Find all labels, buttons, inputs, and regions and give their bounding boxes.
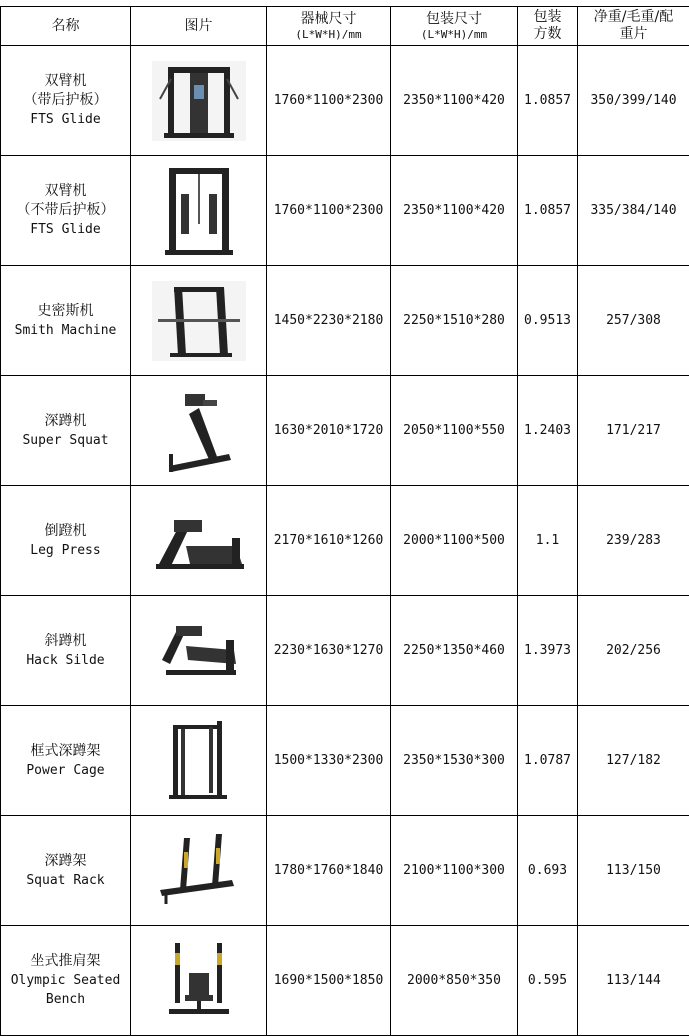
equipment-image-cell — [131, 376, 267, 486]
machine-size-cell: 1450*2230*2180 — [267, 266, 391, 376]
header-image: 图片 — [131, 7, 267, 46]
name-en: Power Cage — [1, 761, 130, 780]
header-package-size: 包装尺寸 (L*W*H)/mm — [391, 7, 518, 46]
name-en: Smith Machine — [1, 321, 130, 340]
equipment-image-cell — [131, 266, 267, 376]
machine-size-cell: 1760*1100*2300 — [267, 46, 391, 156]
header-name: 名称 — [1, 7, 131, 46]
package-size-cell: 2000*1100*500 — [391, 486, 518, 596]
equipment-name-cell — [1, 706, 131, 816]
machine-size-cell: 1760*1100*2300 — [267, 156, 391, 266]
name-en: Squat Rack — [1, 871, 130, 890]
name-zh: 史密斯机 — [1, 302, 130, 321]
dual-arm-cable-machine-icon — [131, 59, 266, 143]
table-row — [1, 596, 689, 706]
name-zh: （带后护板） — [1, 91, 130, 110]
equipment-name-cell — [1, 46, 131, 156]
name-en: Leg Press — [1, 541, 130, 560]
package-volume-cell: 0.595 — [518, 926, 578, 1036]
table-row — [1, 376, 689, 486]
weight-cell: 113/150 — [578, 816, 689, 926]
package-size-cell: 2250*1350*460 — [391, 596, 518, 706]
weight-cell: 202/256 — [578, 596, 689, 706]
name-en: Bench — [1, 990, 130, 1009]
equipment-image-cell — [131, 156, 267, 266]
weight-cell: 127/182 — [578, 706, 689, 816]
name-zh: 双臂机 — [1, 182, 130, 201]
equipment-name-cell — [1, 816, 131, 926]
equipment-image-cell — [131, 926, 267, 1036]
table-row — [1, 486, 689, 596]
name-zh: 双臂机 — [1, 72, 130, 91]
table-row — [1, 156, 689, 266]
weight-cell: 239/283 — [578, 486, 689, 596]
package-size-cell: 2100*1100*300 — [391, 816, 518, 926]
package-volume-cell: 1.0787 — [518, 706, 578, 816]
package-volume-cell: 1.0857 — [518, 46, 578, 156]
table-row — [1, 46, 689, 156]
package-volume-cell: 1.0857 — [518, 156, 578, 266]
equipment-name-cell — [1, 926, 131, 1036]
name-en: Hack Silde — [1, 651, 130, 670]
hack-slide-icon — [131, 620, 266, 682]
equipment-image-cell — [131, 46, 267, 156]
package-size-cell: 2350*1530*300 — [391, 706, 518, 816]
name-en: Olympic Seated — [1, 971, 130, 990]
name-zh: （不带后护板） — [1, 201, 130, 220]
name-zh: 深蹲机 — [1, 412, 130, 431]
equipment-name-cell — [1, 596, 131, 706]
super-squat-icon — [131, 384, 266, 478]
machine-size-cell: 2170*1610*1260 — [267, 486, 391, 596]
table-row — [1, 266, 689, 376]
dual-arm-cable-machine-open-icon — [131, 164, 266, 258]
package-volume-cell: 1.2403 — [518, 376, 578, 486]
table-row — [1, 706, 689, 816]
equipment-image-cell — [131, 816, 267, 926]
equipment-name-cell — [1, 486, 131, 596]
header-row — [1, 7, 689, 46]
table-row — [1, 816, 689, 926]
name-en: FTS Glide — [1, 110, 130, 129]
package-volume-cell: 0.693 — [518, 816, 578, 926]
equipment-name-cell — [1, 266, 131, 376]
package-volume-cell: 1.3973 — [518, 596, 578, 706]
equipment-name-cell — [1, 376, 131, 486]
equipment-spec-table — [0, 6, 689, 1036]
smith-machine-icon — [131, 279, 266, 363]
package-size-cell: 2250*1510*280 — [391, 266, 518, 376]
name-en: FTS Glide — [1, 220, 130, 239]
weight-cell: 171/217 — [578, 376, 689, 486]
leg-press-icon — [131, 506, 266, 576]
header-package-volume: 包装 方数 — [518, 7, 578, 46]
machine-size-cell: 1500*1330*2300 — [267, 706, 391, 816]
machine-size-cell: 1690*1500*1850 — [267, 926, 391, 1036]
equipment-name-cell — [1, 156, 131, 266]
name-zh: 深蹲架 — [1, 852, 130, 871]
equipment-image-cell — [131, 706, 267, 816]
weight-cell: 335/384/140 — [578, 156, 689, 266]
package-size-cell: 2000*850*350 — [391, 926, 518, 1036]
machine-size-cell: 2230*1630*1270 — [267, 596, 391, 706]
machine-size-cell: 1630*2010*1720 — [267, 376, 391, 486]
header-weight: 净重/毛重/配 重片 — [578, 7, 689, 46]
package-size-cell: 2350*1100*420 — [391, 156, 518, 266]
table-row — [1, 926, 689, 1036]
header-machine-size: 器械尺寸 (L*W*H)/mm — [267, 7, 391, 46]
name-zh: 倒蹬机 — [1, 522, 130, 541]
package-volume-cell: 0.9513 — [518, 266, 578, 376]
equipment-image-cell — [131, 486, 267, 596]
name-zh: 斜蹲机 — [1, 632, 130, 651]
weight-cell: 113/144 — [578, 926, 689, 1036]
weight-cell: 350/399/140 — [578, 46, 689, 156]
weight-cell: 257/308 — [578, 266, 689, 376]
power-cage-icon — [131, 719, 266, 803]
package-size-cell: 2350*1100*420 — [391, 46, 518, 156]
name-zh: 坐式推肩架 — [1, 952, 130, 971]
name-zh: 框式深蹲架 — [1, 742, 130, 761]
equipment-image-cell — [131, 596, 267, 706]
package-volume-cell: 1.1 — [518, 486, 578, 596]
squat-rack-icon — [131, 832, 266, 910]
olympic-seated-bench-icon — [131, 939, 266, 1023]
package-size-cell: 2050*1100*550 — [391, 376, 518, 486]
name-en: Super Squat — [1, 431, 130, 450]
machine-size-cell: 1780*1760*1840 — [267, 816, 391, 926]
